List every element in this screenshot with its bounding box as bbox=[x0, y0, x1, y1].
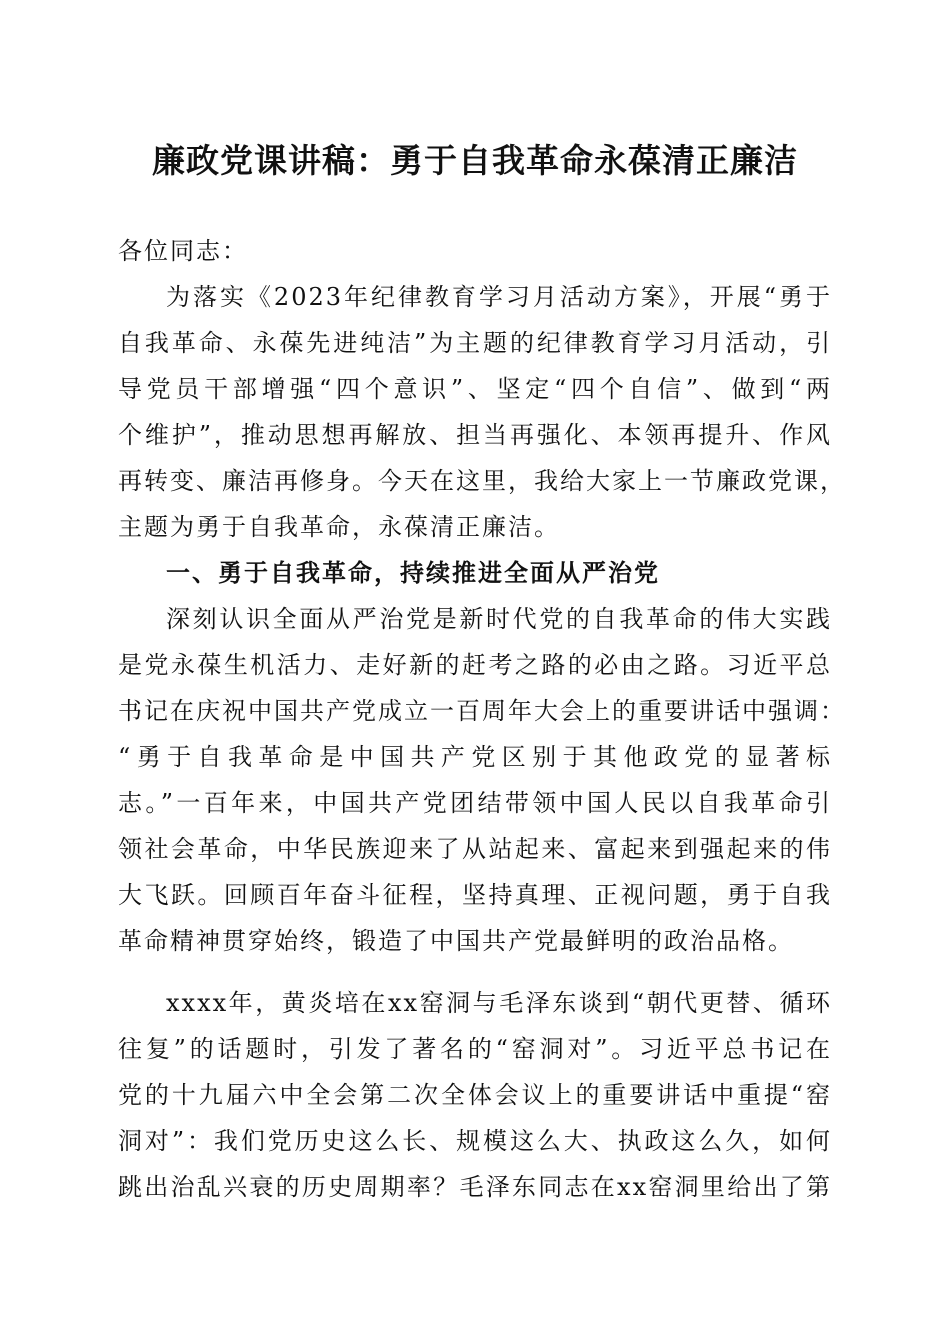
intro-line: 为落实《2023年纪律教育学习月活动方案》，开展“勇于 bbox=[166, 283, 832, 311]
salutation: 各位同志： bbox=[118, 237, 248, 265]
paragraph-line: 跳出治乱兴衰的历史周期率？毛泽东同志在xx窑洞里给出了第 bbox=[118, 1173, 832, 1201]
section-heading: 一、勇于自我革命，持续推进全面从严治党 bbox=[166, 559, 660, 587]
paragraph-line: 大飞跃。回顾百年奋斗征程，坚持真理、正视问题，勇于自我 bbox=[118, 881, 832, 909]
paragraph-line: 领社会革命，中华民族迎来了从站起来、富起来到强起来的伟 bbox=[118, 835, 832, 863]
paragraph-line: 书记在庆祝中国共产党成立一百周年大会上的重要讲话中强调： bbox=[118, 697, 846, 725]
paragraph-line: 志。”一百年来，中国共产党团结带领中国人民以自我革命引 bbox=[118, 789, 832, 817]
paragraph-line: 党的十九届六中全会第二次全体会议上的重要讲话中重提“窑 bbox=[118, 1081, 832, 1109]
document-title: 廉政党课讲稿：勇于自我革命永葆清正廉洁 bbox=[152, 141, 798, 180]
paragraph-line: 革命精神贯穿始终，锻造了中国共产党最鲜明的政治品格。 bbox=[118, 927, 794, 955]
paragraph-line: 深刻认识全面从严治党是新时代党的自我革命的伟大实践 bbox=[166, 605, 832, 633]
intro-line: 导党员干部增强“四个意识”、坚定“四个自信”、做到“两 bbox=[118, 375, 832, 403]
paragraph-line: 洞对”：我们党历史这么长、规模这么大、执政这么久，如何 bbox=[118, 1127, 832, 1155]
paragraph-line: 往复”的话题时，引发了著名的“窑洞对”。习近平总书记在 bbox=[118, 1035, 832, 1063]
paragraph-spacer bbox=[118, 964, 832, 980]
intro-line: 自我革命、永葆先进纯洁”为主题的纪律教育学习月活动，引 bbox=[118, 329, 832, 357]
paragraph-line: “勇于自我革命是中国共产党区别于其他政党的显著标 bbox=[118, 743, 832, 771]
paragraph-line: xxxx年，黄炎培在xx窑洞与毛泽东谈到“朝代更替、循环 bbox=[166, 989, 832, 1017]
paragraph-line: 是党永葆生机活力、走好新的赶考之路的必由之路。习近平总 bbox=[118, 651, 832, 679]
body-paragraph-1 bbox=[118, 596, 846, 964]
intro-paragraph bbox=[118, 274, 846, 550]
intro-line: 再转变、廉洁再修身。今天在这里，我给大家上一节廉政党课， bbox=[118, 467, 846, 495]
document-body bbox=[118, 228, 846, 1210]
intro-line: 个维护”，推动思想再解放、担当再强化、本领再提升、作风 bbox=[118, 421, 832, 449]
intro-line: 主题为勇于自我革命，永葆清正廉洁。 bbox=[118, 513, 560, 541]
body-paragraph-2 bbox=[118, 980, 832, 1210]
